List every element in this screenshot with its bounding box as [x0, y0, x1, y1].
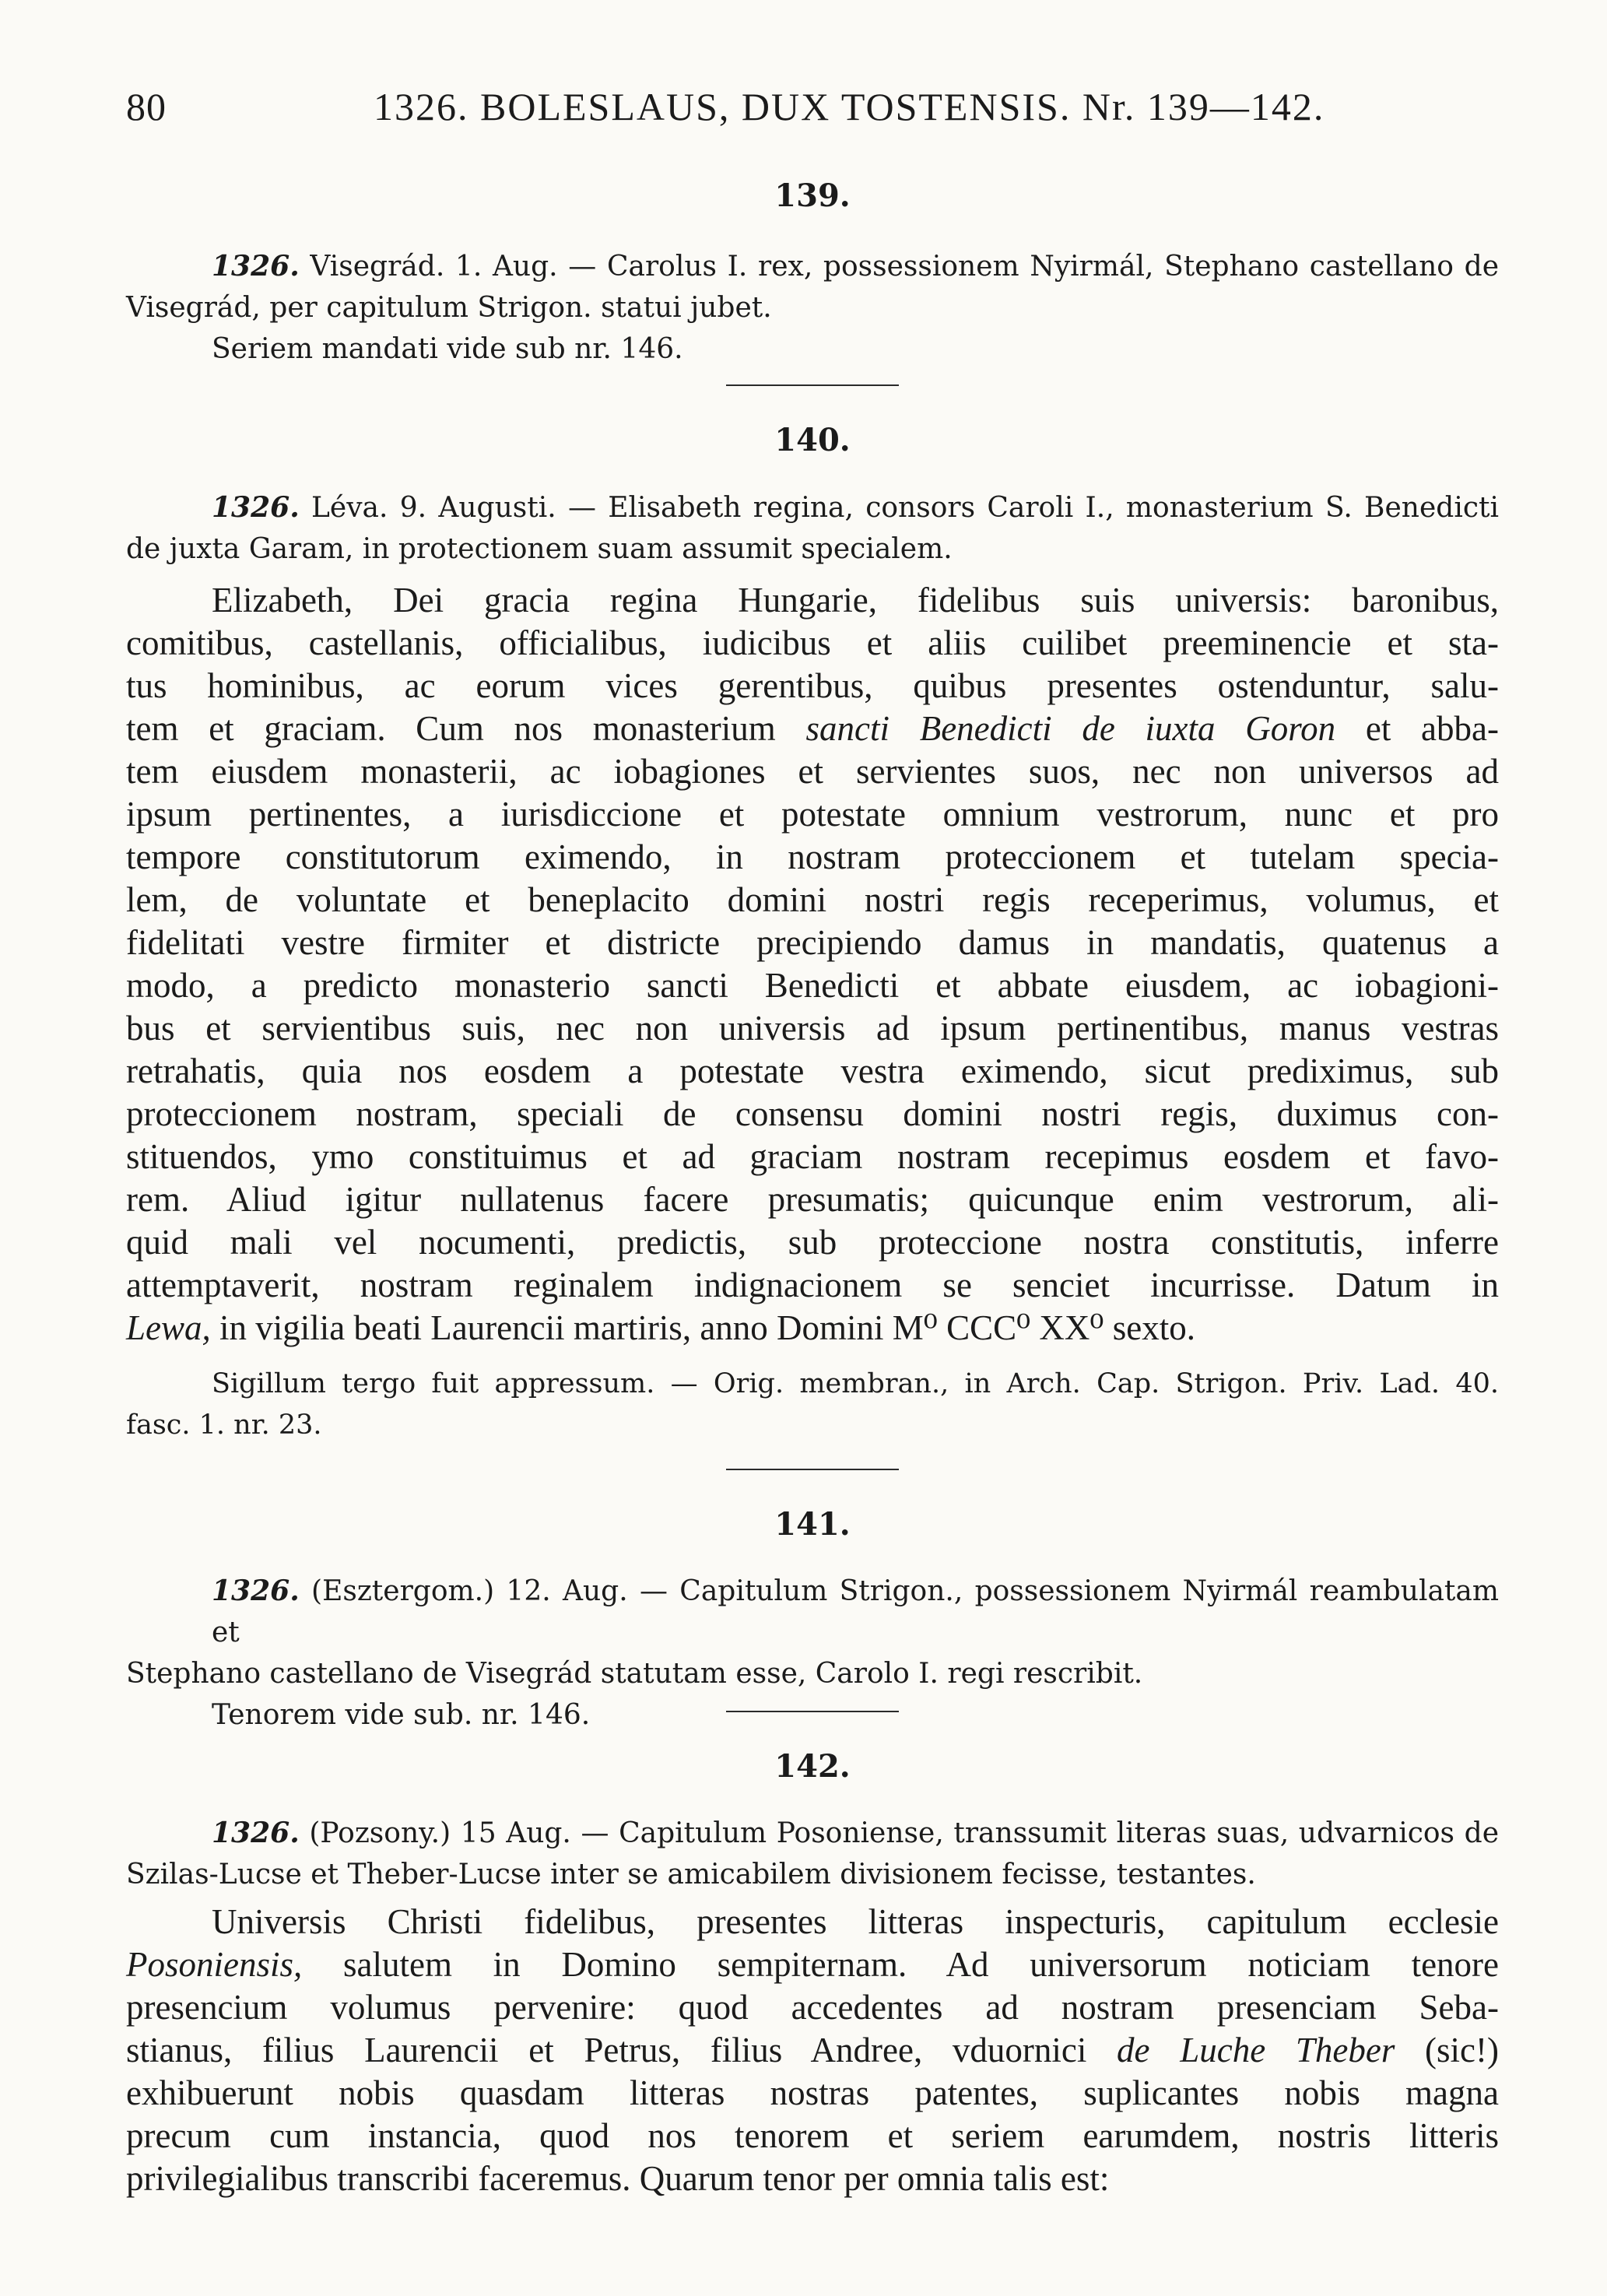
- charter-text-140: [126, 579, 1499, 1350]
- text-line: quid mali vel nocumenti, predictis, sub proteccione nostra constitutis, inferre: [126, 1223, 1499, 1262]
- text-line: Posoniensis, salutem in Domino sempiternam. Ad universorum noticiam tenore: [126, 1945, 1499, 1984]
- running-title: 1326. BOLESLAUS, DUX TOSTENSIS. Nr. 139—142.: [374, 85, 1325, 128]
- entry-number-140: 140.: [774, 422, 851, 458]
- text-line: rem. Aliud igitur nullatenus facere presumatis; quicunque enim vestrorum, ali-: [126, 1180, 1499, 1219]
- regest-year: 1326.: [212, 1575, 300, 1607]
- text-line: proteccionem nostram, speciali de consensu domini nostri regis, duximus con-: [126, 1094, 1499, 1133]
- regest-line: [126, 246, 1499, 287]
- text-line: comitibus, castellanis, officialibus, iudicibus et aliis cuilibet preeminencie et sta-: [126, 623, 1499, 662]
- source-note-140: [126, 1364, 1499, 1446]
- entry-number-139: 139.: [774, 177, 851, 214]
- place-name: de Luche Theber: [1117, 2031, 1395, 2070]
- regest-text: (Esztergom.) 12. Aug. — Capitulum Strigon., possessionem Nyirmál reambulatam et: [212, 1575, 1499, 1648]
- regest-line: [126, 487, 1499, 528]
- regest-140: [126, 487, 1499, 570]
- section-divider: [726, 1469, 899, 1470]
- place-name: Lewa,: [126, 1308, 211, 1347]
- text-line: Universis Christi fidelibus, presentes litteras inspecturis, capitulum ecclesie: [212, 1902, 1499, 1941]
- regest-line: de juxta Garam, in protectionem suam assumit specialem.: [126, 533, 953, 565]
- text-line: stianus, filius Laurencii et Petrus, filius Andree, vduornici de Luche Theber (sic!): [126, 2031, 1499, 2070]
- entry-number-141: 141.: [774, 1506, 851, 1543]
- text-line: bus et servientibus suis, nec non universis ad ipsum pertinentibus, manus vestras: [126, 1009, 1499, 1048]
- place-name: sancti Benedicti de iuxta Goron: [805, 709, 1336, 748]
- text-line: tem et graciam. Cum nos monasterium sancti Benedicti de iuxta Goron et abba-: [126, 709, 1499, 748]
- text-line: presencium volumus pervenire: quod accedentes ad nostram presenciam Seba-: [126, 1988, 1499, 2027]
- text-line: tempore constitutorum eximendo, in nostram proteccionem et tutelam specia-: [126, 837, 1499, 876]
- regest-142: [126, 1813, 1499, 1895]
- text-line: retrahatis, quia nos eosdem a potestate vestra eximendo, sicut prediximus, sub: [126, 1051, 1499, 1090]
- note-line: Sigillum tergo fuit appressum. — Orig. membran., in Arch. Cap. Strigon. Priv. Lad. 40.: [212, 1368, 1499, 1399]
- text-line: attemptaverit, nostram reginalem indignacionem se senciet incurrisse. Datum in: [126, 1266, 1499, 1304]
- note-line: fasc. 1. nr. 23.: [126, 1410, 322, 1441]
- text-line: modo, a predicto monasterio sancti Benedicti et abbate eiusdem, ac iobagioni-: [126, 966, 1499, 1005]
- text-line: tem eiusdem monasterii, ac iobagiones et servientes suos, nec non universos ad: [126, 752, 1499, 791]
- regest-line: Szilas-Lucse et Theber-Lucse inter se amicabilem divisionem fecisse, testantes.: [126, 1859, 1256, 1891]
- text-line: ipsum pertinentes, a iurisdiccione et potestate omnium vestrorum, nunc et pro: [126, 795, 1499, 834]
- regest-line: Visegrád, per capitulum Strigon. statui jubet.: [126, 292, 772, 324]
- regest-line: [126, 1813, 1499, 1854]
- regest-text: (Pozsony.) 15 Aug. — Capitulum Posoniense, transsumit literas suas, udvarnicos de: [299, 1817, 1499, 1849]
- regest-text: Visegrád. 1. Aug. — Carolus I. rex, possessionem Nyirmál, Stephano castellano de: [299, 251, 1499, 283]
- text-line: tus hominibus, ac eorum vices gerentibus, quibus presentes ostenduntur, salu-: [126, 666, 1499, 705]
- regest-line: Seriem mandati vide sub nr. 146.: [212, 333, 683, 365]
- section-divider: [726, 384, 899, 386]
- page-number: 80: [126, 85, 167, 128]
- regest-line: Stephano castellano de Visegrád statutam esse, Carolo I. regi rescribit.: [126, 1658, 1143, 1690]
- text-line: Elizabeth, Dei gracia regina Hungarie, fidelibus suis universis: baronibus,: [212, 581, 1499, 620]
- text-line: fidelitati vestre firmiter et districte precipiendo damus in mandatis, quatenus a: [126, 923, 1499, 962]
- regest-year: 1326.: [212, 250, 300, 283]
- text-line: privilegialibus transcribi faceremus. Quarum tenor per omnia talis est:: [126, 2159, 1110, 2198]
- regest-year: 1326.: [212, 491, 300, 524]
- text-line: exhibuerunt nobis quasdam litteras nostras patentes, suplicantes nobis magna: [126, 2073, 1499, 2112]
- regest-year: 1326.: [212, 1817, 300, 1849]
- text-line: lem, de voluntate et beneplacito domini nostri regis receperimus, volumus, et: [126, 880, 1499, 919]
- text-line: stituendos, ymo constituimus et ad graciam nostram recepimus eosdem et favo-: [126, 1137, 1499, 1176]
- regest-text: Léva. 9. Augusti. — Elisabeth regina, consors Caroli I., monasterium S. Benedicti: [299, 492, 1499, 524]
- entry-number-142: 142.: [774, 1748, 851, 1785]
- section-divider: [726, 1711, 899, 1712]
- charter-text-142: [126, 1901, 1499, 2200]
- place-name: Posoniensis,: [126, 1945, 303, 1984]
- regest-line: Tenorem vide sub. nr. 146.: [212, 1699, 591, 1731]
- running-head: [126, 84, 1499, 131]
- regest-line: [126, 1571, 1499, 1653]
- regest-139: [126, 246, 1499, 370]
- text-line: Lewa, in vigilia beati Laurencii martiris, anno Domini M⁰ CCC⁰ XX⁰ sexto.: [126, 1308, 1195, 1347]
- text-line: precum cum instancia, quod nos tenorem et seriem earumdem, nostris litteris: [126, 2116, 1499, 2155]
